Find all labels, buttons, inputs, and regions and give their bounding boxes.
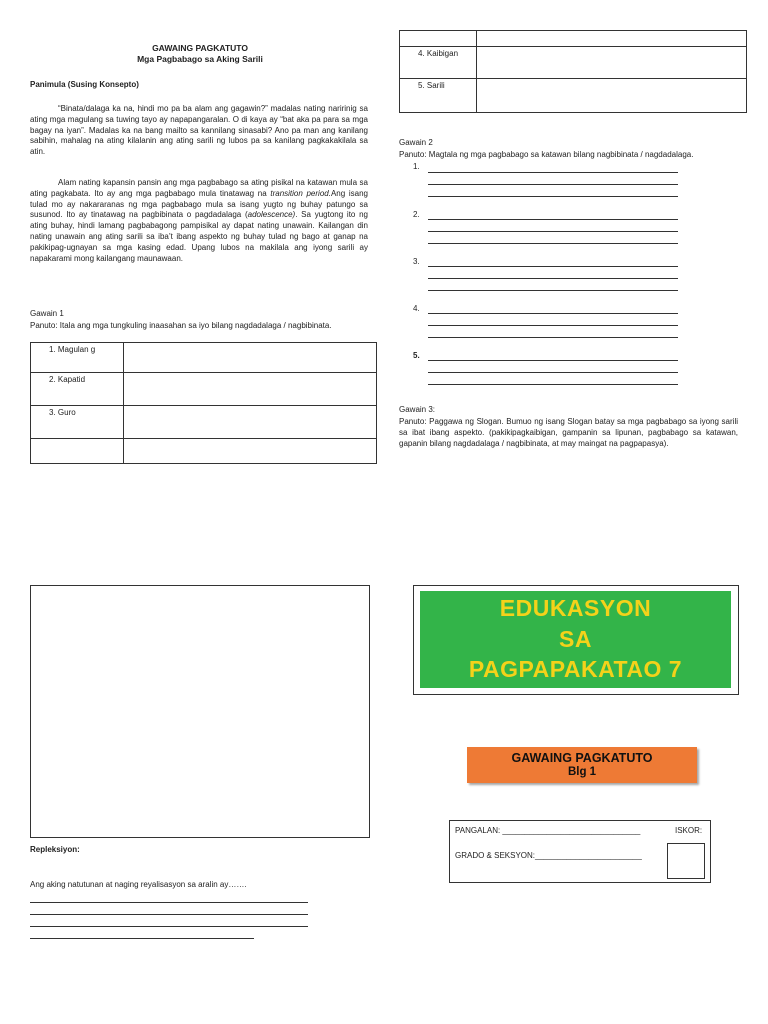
intro-paragraph-2: Alam nating kapansin pansin ang mga pagbabago sa ating pisikal na katawan mula sa ating pagkabata. Ito ay ang mga pagbabago mula tinatawag na transition period.Ang isang tulad mo ay nakararanas ng mga pagbabago mula sa isang yugto ng buhay patungo sa susunod. Ito ay tinatawag na pagbibinata o pagdadalaga (adolescence). Sa yugtong ito ng ating buhay, hindi lamang pagbabagong pampisikal ay dapat nating unawain. Kailangan din nating unawain ang ating sarili sa iba’t ibang aspekto ng buhay tulad ng bago at ganap na pakikipag-ugnayan sa mga kasing edad. Upang lubos na makilala ang iyong sarili ay napakarami mong kailangang maunawaan. (30, 178, 368, 263)
banner-line-3: PAGPAPAKATAO 7 (468, 656, 683, 683)
list-item-number: 4. (413, 304, 420, 313)
student-info-box (449, 820, 711, 883)
table-cell-role: 5. Sarili (400, 79, 477, 113)
answer-line[interactable] (428, 278, 678, 279)
answer-line[interactable] (30, 914, 308, 915)
answer-line[interactable] (428, 231, 678, 232)
answer-line[interactable] (30, 926, 308, 927)
table-row (31, 343, 377, 373)
answer-line[interactable] (428, 337, 678, 338)
table-row (400, 31, 747, 47)
activity-badge (467, 747, 697, 783)
table-cell-role: 4. Kaibigan (400, 47, 477, 79)
answer-line[interactable] (30, 938, 254, 939)
banner-line-1: EDUKASYON (499, 595, 652, 621)
table-cell-role (400, 31, 477, 47)
answer-line[interactable] (428, 325, 678, 326)
banner-line-2: SA (559, 625, 592, 652)
term-transition-period: transition period. (270, 188, 331, 198)
intro-heading: Panimula (Susing Konsepto) (30, 80, 139, 89)
answer-line[interactable] (428, 266, 678, 267)
list-item-number: 3. (413, 257, 420, 266)
answer-line[interactable] (428, 384, 678, 385)
table-cell-answer[interactable] (124, 439, 377, 464)
answer-line[interactable] (428, 196, 678, 197)
score-label: ISKOR: (675, 826, 703, 835)
gawain2-heading: Gawain 2 (399, 138, 433, 147)
answer-line[interactable] (428, 290, 678, 291)
answer-line[interactable] (428, 184, 678, 185)
title-main: GAWAING PAGKATUTO (152, 43, 248, 53)
table-row (400, 79, 747, 113)
answer-line[interactable] (428, 360, 678, 361)
table-row (31, 406, 377, 439)
table-cell-role: 3. Guro (31, 406, 124, 439)
table-cell-role (31, 439, 124, 464)
table-cell-answer[interactable] (477, 31, 747, 47)
table-row (400, 47, 747, 79)
gawain1-heading: Gawain 1 (30, 309, 64, 318)
gawain3-heading: Gawain 3: (399, 405, 436, 414)
intro-paragraph-1: “Binata/dalaga ka na, hindi mo pa ba alam ang gagawin?” madalas nating naririnig sa ating mga magulang sa tuwing tayo ay napapangaralan. O di kaya ay “bat aka pa para sa mga bagay na iyan”. Madalas ka na bang mailto sa kannilang sinasabi? Ano pa man ang kanilang sabihin, mahalag na ating kilalanin ang ating sarili ng lubos pa sa kanilang pagkakakilala sa atin. (30, 104, 368, 157)
subject-banner (420, 591, 731, 688)
table-row (31, 373, 377, 406)
list-item-number: 5. (413, 351, 420, 360)
table-row (31, 439, 377, 464)
gawain2-instruction: Panuto: Magtala ng mga pagbabago sa katawan bilang nagbibinata / nagdadalaga. (399, 150, 694, 159)
reflection-heading: Repleksiyon: (30, 845, 80, 854)
table-cell-answer[interactable] (477, 47, 747, 79)
badge-number: Blg 1 (567, 766, 597, 778)
list-item-number: 1. (413, 162, 420, 171)
badge-title: GAWAING PAGKATUTO (511, 751, 653, 765)
name-field[interactable]: PANGALAN: _______________________________ (455, 826, 641, 835)
table-cell-answer[interactable] (124, 406, 377, 439)
answer-line[interactable] (428, 219, 678, 220)
table-cell-answer[interactable] (124, 343, 377, 373)
table-cell-answer[interactable] (124, 373, 377, 406)
answer-line[interactable] (428, 372, 678, 373)
score-box[interactable] (667, 843, 705, 879)
term-adolescence: adolescence) (247, 210, 296, 220)
table-cell-role: 2. Kapatid (31, 373, 124, 406)
answer-line[interactable] (428, 172, 678, 173)
slogan-box[interactable] (30, 585, 370, 838)
table-cell-answer[interactable] (477, 79, 747, 113)
reflection-prompt: Ang aking natutunan at naging reyalisasyon sa aralin ay……. (30, 880, 247, 889)
gawain1-instruction: Panuto: Itala ang mga tungkuling inaasahan sa iyo bilang nagdadalaga / nagbibinata. (30, 321, 332, 330)
gawain1-table (30, 342, 377, 464)
list-item-number: 2. (413, 210, 420, 219)
answer-line[interactable] (428, 313, 678, 314)
page-title (30, 43, 370, 66)
title-subtitle: Mga Pagbabago sa Aking Sarili (137, 54, 263, 65)
gawain1-table-continued (399, 30, 747, 113)
answer-line[interactable] (428, 243, 678, 244)
grade-section-field[interactable]: GRADO & SEKSYON:________________________ (455, 851, 642, 860)
answer-line[interactable] (30, 902, 308, 903)
gawain3-instruction: Panuto: Paggawa ng Slogan. Bumuo ng isang Slogan batay sa mga pagbabago sa iyong sarili sa ibat ibang aspekto. (pakikipagkaibigan, gampanin sa lipunan, pagbabago sa katawan, gapanin bilang nagdadalaga / nagbibinata, at may maingat na pagpapasya). (399, 417, 738, 448)
table-cell-role: 1. Magulan g (31, 343, 124, 373)
